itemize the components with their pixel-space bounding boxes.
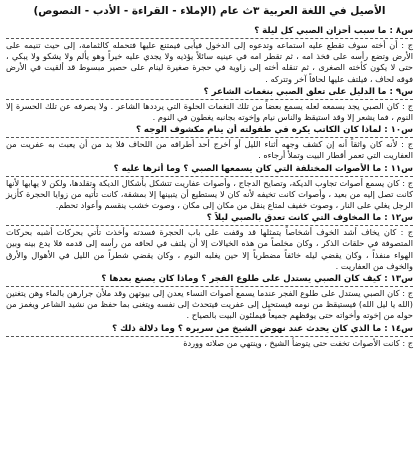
qa-item bbox=[6, 25, 413, 85]
qa-item bbox=[6, 124, 413, 161]
qa-item bbox=[6, 273, 413, 322]
question-heading: س٩ : ما الدليل على تعلق الصبي بنغمات الشاعر ؟ bbox=[6, 86, 413, 100]
question-heading: س٨ : ما سبب أحزان الصبي كل ليلة ؟ bbox=[6, 25, 413, 39]
question-heading: س١٤ : ما الذي كان يحدث عند نهوض الشيخ من سريره ؟ وما دلالة ذلك ؟ bbox=[6, 323, 413, 337]
qa-item bbox=[6, 212, 413, 272]
answer-text: ج : كانت الأصوات تخفت حتى يتوضأ الشيخ ، وينتهي من صلاته ووردة bbox=[183, 337, 413, 348]
qa-item bbox=[6, 163, 413, 212]
question-heading: س١٢ : ما المخاوف التي كانت تعدق بالصبي ليلاً ؟ bbox=[6, 212, 413, 226]
answer-text: ج : لأنه كان واثقاً أنه إن كشف وجهه أثناء الليل أو أخرج أحد أطرافه من اللحاف فلا بد من أن يعبث به عفريت من العفاريت التي تعمر أقطار البيت وتملأ أرجاءه . bbox=[6, 139, 413, 161]
answer-text: ج : كان يسمع أصوات تجاوب الديكة، وتصايح الدجاج ، وأصوات عفاريت تتشكل بأشكال الديكة وتقلدها، ولكن لا يهابها لأنها كانت تصل إليه من بعيد ، وأصوات كانت تخيفه لأنه كان لا يستطيع أن يتبينها إلا بمشقة، كانت تأتيه من زوايا الحجرة كأزيز الرجل يغلي على النار ، وصوت خفيف لمتاع ينقل من مكان إلى مكان ، وصوت خشب ينقسم وأعواد تحطم. bbox=[6, 177, 413, 211]
answer-text: ج : كان الصبي يجد بسمعه لعله يسمع بعضاً من تلك النغمات الحلوة التي يرددها الشاعر . ولا يصرفه عن تلك الحسرة إلا النوم ، فما يشعر إلا وقد استيقظ والناس نيام وإخوته بجانبه يغطون في النوم . bbox=[6, 100, 413, 123]
page-title: الأصيل في اللغة العربية ٣ث عام (الإملاء - القراءة - الأدب - النصوص) bbox=[33, 5, 386, 17]
qa-item bbox=[6, 323, 413, 349]
qa-item bbox=[6, 86, 413, 123]
question-heading: س١٠ : لماذا كان الكاتب يكره في طفولته أن ينام مكشوف الوجه ؟ bbox=[6, 124, 413, 138]
question-heading: س١٣ : كيف كان الصبي يستدل على طلوع الفجر ؟ وماذا كان يصنع بعدها ؟ bbox=[6, 273, 413, 287]
answer-text: ج : أن أخته سوف تقطع عليه استماعه وتدعوه إلى الدخول فيأبى فيمتنع عليها فتحمله كالثمامة، إلى حيث تنيمه على الأرض وتضع رأسه على فخذ امه ، ثم تقطر امه في عينيه سائلاً يؤذيه ولا يجدي عليه خيراً وهو يألم ولا يشكو ولا يبكي ، حتى لا يكون كأخته الصغرى ، ثم تنقله أخته إلى زاوية في حجرة صغيرة لينام على حصير مبسوط قد ألقيت في الأرض فوقه لحاف ، فيلتف عليها لحافاً آخر وتتركه . bbox=[6, 40, 413, 84]
answer-text: ج : كان يخاف أشد الخوف أشخاصاً يتمثلها قد وقفت على باب الحجرة فسدته وأخذت تأتي بحركات أشبه بحركات المتصوفة في حلقات الذكر ، وكان مخلصاً من هذه الخيالات إلا أن يلتف في لحافه من رأسه إلى قدمه فلا يدع بينه وبين الهواء منفذاً ، وكان يقضي ليله خائفاً مضطرباً إلا حين يغلبه النوم ، وكان يقضي شطراً من الليل في الأهوال والأرق والخوف من العفاريت . bbox=[6, 227, 413, 271]
answer-text: ج : كان الصبي يستدل على طلوع الفجر عندما يسمع أصوات النساء يعدن إلى بيوتهن وقد ملأن جرارهن بالماء وهن يتغنين (الله يا ليل الله) فيستيقظ من نومه فيستحيل إلى عفريت فيتحدث إلى نفسه ويتغنى بما حفظ من نشيد الشاعر ويغمز من حوله من إخوته وأخواته حتى يوقظهم جميعاً فيملئون البيت بالصياح . bbox=[6, 288, 413, 321]
question-heading: س١١ : ما الأصوات المختلفة التي كان يسمعها الصبي ؟ وما أثرها عليه ؟ bbox=[6, 163, 413, 177]
